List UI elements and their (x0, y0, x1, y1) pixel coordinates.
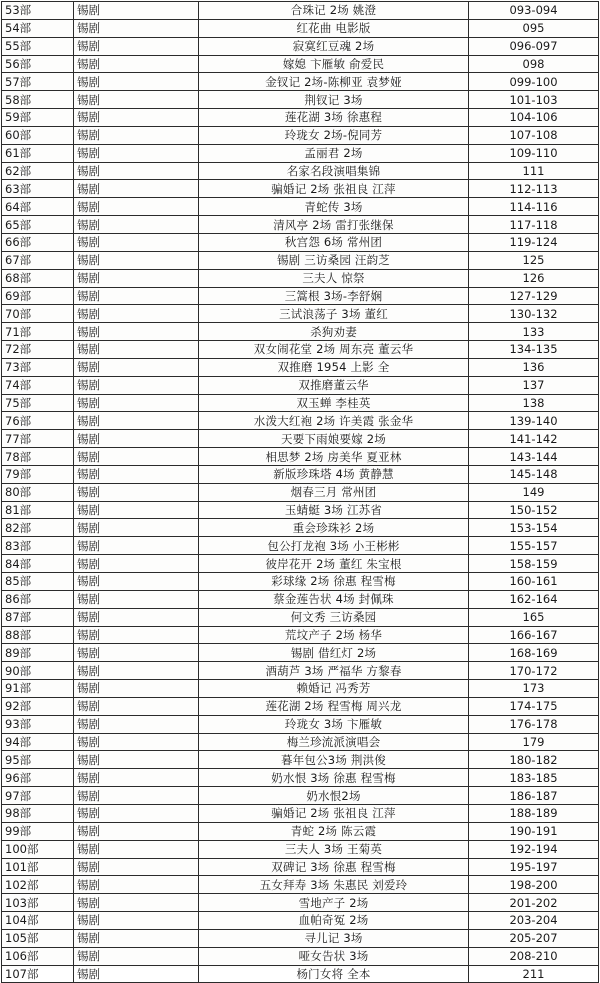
entry-number: 61部 (2, 144, 74, 162)
disc-number: 155-157 (469, 537, 599, 555)
catalog-rows (2, 2, 599, 983)
entry-number: 69部 (2, 287, 74, 305)
title-cell: 赖婚记 冯秀芳 (199, 680, 469, 698)
disc-number: 109-110 (469, 144, 599, 162)
entry-number: 106部 (2, 947, 74, 965)
table-row (2, 287, 599, 305)
title-cell: 玲珑女 2场-倪同芳 (199, 126, 469, 144)
table-row (2, 894, 599, 912)
table-row (2, 715, 599, 733)
genre-cell: 锡剧 (74, 662, 199, 680)
genre-cell: 锡剧 (74, 269, 199, 287)
table-row (2, 430, 599, 448)
disc-number: 125 (469, 251, 599, 269)
table-row (2, 751, 599, 769)
title-cell: 玉蜻蜓 3场 江苏省 (199, 501, 469, 519)
title-cell: 五女拜寿 3场 朱惠民 刘爱玲 (199, 876, 469, 894)
disc-number: 153-154 (469, 519, 599, 537)
table-row (2, 2, 599, 20)
disc-number: 198-200 (469, 876, 599, 894)
title-cell: 秋宫怨 6场 常州团 (199, 233, 469, 251)
table-row (2, 269, 599, 287)
genre-cell: 锡剧 (74, 590, 199, 608)
table-row (2, 822, 599, 840)
disc-number: 101-103 (469, 91, 599, 109)
disc-number: 111 (469, 162, 599, 180)
table-row (2, 555, 599, 573)
entry-number: 107部 (2, 965, 74, 983)
entry-number: 59部 (2, 109, 74, 127)
disc-number: 201-202 (469, 894, 599, 912)
genre-cell: 锡剧 (74, 769, 199, 787)
genre-cell: 锡剧 (74, 305, 199, 323)
entry-number: 97部 (2, 787, 74, 805)
disc-number: 158-159 (469, 555, 599, 573)
table-row (2, 608, 599, 626)
genre-cell: 锡剧 (74, 412, 199, 430)
entry-number: 100部 (2, 840, 74, 858)
entry-number: 102部 (2, 876, 74, 894)
table-row (2, 305, 599, 323)
genre-cell: 锡剧 (74, 626, 199, 644)
entry-number: 88部 (2, 626, 74, 644)
entry-number: 81部 (2, 501, 74, 519)
title-cell: 荆钗记 3场 (199, 91, 469, 109)
entry-number: 92部 (2, 697, 74, 715)
genre-cell: 锡剧 (74, 376, 199, 394)
table-row (2, 55, 599, 73)
entry-number: 53部 (2, 2, 74, 20)
table-row (2, 929, 599, 947)
disc-number: 136 (469, 358, 599, 376)
title-cell: 杨门女将 全本 (199, 965, 469, 983)
disc-number: 166-167 (469, 626, 599, 644)
table-row (2, 662, 599, 680)
table-row (2, 376, 599, 394)
table-row (2, 840, 599, 858)
title-cell: 水泼大红袍 2场 许美霞 张金华 (199, 412, 469, 430)
entry-number: 95部 (2, 751, 74, 769)
entry-number: 85部 (2, 573, 74, 591)
genre-cell: 锡剧 (74, 840, 199, 858)
genre-cell: 锡剧 (74, 341, 199, 359)
disc-number: 165 (469, 608, 599, 626)
table-row (2, 804, 599, 822)
table-row (2, 323, 599, 341)
table-row (2, 680, 599, 698)
table-row (2, 787, 599, 805)
entry-number: 90部 (2, 662, 74, 680)
title-cell: 三夫人 3场 王菊英 (199, 840, 469, 858)
table-row (2, 91, 599, 109)
table-row (2, 769, 599, 787)
genre-cell: 锡剧 (74, 483, 199, 501)
genre-cell: 锡剧 (74, 37, 199, 55)
entry-number: 63部 (2, 180, 74, 198)
disc-number: 203-204 (469, 912, 599, 930)
title-cell: 新版珍珠塔 4场 黄静慧 (199, 465, 469, 483)
genre-cell: 锡剧 (74, 537, 199, 555)
title-cell: 重会珍珠衫 2场 (199, 519, 469, 537)
entry-number: 93部 (2, 715, 74, 733)
genre-cell: 锡剧 (74, 787, 199, 805)
genre-cell: 锡剧 (74, 965, 199, 983)
disc-number: 170-172 (469, 662, 599, 680)
entry-number: 76部 (2, 412, 74, 430)
genre-cell: 锡剧 (74, 644, 199, 662)
genre-cell: 锡剧 (74, 519, 199, 537)
entry-number: 86部 (2, 590, 74, 608)
disc-number: 195-197 (469, 858, 599, 876)
table-row (2, 912, 599, 930)
disc-number: 095 (469, 19, 599, 37)
title-cell: 寂寞红豆魂 2场 (199, 37, 469, 55)
genre-cell: 锡剧 (74, 448, 199, 466)
title-cell: 血帕奇冤 2场 (199, 912, 469, 930)
title-cell: 天要下雨娘要嫁 2场 (199, 430, 469, 448)
entry-number: 96部 (2, 769, 74, 787)
title-cell: 合珠记 2场 姚澄 (199, 2, 469, 20)
title-cell: 青蛇 2场 陈云霞 (199, 822, 469, 840)
disc-number: 096-097 (469, 37, 599, 55)
title-cell: 青蛇传 3场 (199, 198, 469, 216)
disc-number: 188-189 (469, 804, 599, 822)
disc-number: 143-144 (469, 448, 599, 466)
disc-number: 099-100 (469, 73, 599, 91)
genre-cell: 锡剧 (74, 608, 199, 626)
genre-cell: 锡剧 (74, 323, 199, 341)
genre-cell: 锡剧 (74, 929, 199, 947)
title-cell: 寻儿记 3场 (199, 929, 469, 947)
table-row (2, 37, 599, 55)
disc-number: 098 (469, 55, 599, 73)
genre-cell: 锡剧 (74, 394, 199, 412)
table-row (2, 876, 599, 894)
genre-cell: 锡剧 (74, 912, 199, 930)
entry-number: 105部 (2, 929, 74, 947)
disc-number: 183-185 (469, 769, 599, 787)
disc-number: 192-194 (469, 840, 599, 858)
title-cell: 莲花湖 2场 程雪梅 周兴龙 (199, 697, 469, 715)
disc-number: 104-106 (469, 109, 599, 127)
title-cell: 名家名段演唱集锦 (199, 162, 469, 180)
genre-cell: 锡剧 (74, 216, 199, 234)
genre-cell: 锡剧 (74, 751, 199, 769)
disc-number: 114-116 (469, 198, 599, 216)
disc-number: 117-118 (469, 216, 599, 234)
title-cell: 嫁媳 卞雁敏 俞爱民 (199, 55, 469, 73)
genre-cell: 锡剧 (74, 555, 199, 573)
title-cell: 玲珑女 3场 卞雁敏 (199, 715, 469, 733)
disc-number: 145-148 (469, 465, 599, 483)
table-row (2, 448, 599, 466)
genre-cell: 锡剧 (74, 19, 199, 37)
disc-number: 205-207 (469, 929, 599, 947)
title-cell: 骗婚记 2场 张祖良 江萍 (199, 804, 469, 822)
disc-number: 179 (469, 733, 599, 751)
table-row (2, 341, 599, 359)
genre-cell: 锡剧 (74, 680, 199, 698)
entry-number: 99部 (2, 822, 74, 840)
entry-number: 80部 (2, 483, 74, 501)
table-row (2, 465, 599, 483)
genre-cell: 锡剧 (74, 876, 199, 894)
entry-number: 58部 (2, 91, 74, 109)
disc-number: 127-129 (469, 287, 599, 305)
title-cell: 杀狗劝妻 (199, 323, 469, 341)
disc-number: 141-142 (469, 430, 599, 448)
table-row (2, 251, 599, 269)
title-cell: 梅兰珍流派演唱会 (199, 733, 469, 751)
table-row (2, 483, 599, 501)
entry-number: 89部 (2, 644, 74, 662)
table-row (2, 519, 599, 537)
table-row (2, 573, 599, 591)
table-row (2, 501, 599, 519)
title-cell: 清风亭 2场 雷打张继保 (199, 216, 469, 234)
entry-number: 66部 (2, 233, 74, 251)
title-cell: 相思梦 2场 房美华 夏亚林 (199, 448, 469, 466)
entry-number: 62部 (2, 162, 74, 180)
title-cell: 暮年包公3场 荆洪俊 (199, 751, 469, 769)
disc-number: 119-124 (469, 233, 599, 251)
genre-cell: 锡剧 (74, 180, 199, 198)
title-cell: 荒坟产子 2场 杨华 (199, 626, 469, 644)
entry-number: 57部 (2, 73, 74, 91)
entry-number: 98部 (2, 804, 74, 822)
genre-cell: 锡剧 (74, 162, 199, 180)
disc-number: 176-178 (469, 715, 599, 733)
disc-number: 173 (469, 680, 599, 698)
table-row (2, 626, 599, 644)
table-row (2, 358, 599, 376)
title-cell: 锡剧 三访桑园 汪韵芝 (199, 251, 469, 269)
genre-cell: 锡剧 (74, 233, 199, 251)
genre-cell: 锡剧 (74, 55, 199, 73)
table-row (2, 394, 599, 412)
title-cell: 双玉蝉 李桂英 (199, 394, 469, 412)
genre-cell: 锡剧 (74, 430, 199, 448)
entry-number: 83部 (2, 537, 74, 555)
disc-number: 134-135 (469, 341, 599, 359)
disc-number: 160-161 (469, 573, 599, 591)
genre-cell: 锡剧 (74, 697, 199, 715)
table-row (2, 733, 599, 751)
disc-number: 126 (469, 269, 599, 287)
table-row (2, 697, 599, 715)
genre-cell: 锡剧 (74, 91, 199, 109)
entry-number: 71部 (2, 323, 74, 341)
title-cell: 蔡金莲告状 4场 封佩珠 (199, 590, 469, 608)
entry-number: 78部 (2, 448, 74, 466)
title-cell: 包公打龙袍 3场 小王彬彬 (199, 537, 469, 555)
disc-number: 211 (469, 965, 599, 983)
disc-number: 150-152 (469, 501, 599, 519)
genre-cell: 锡剧 (74, 501, 199, 519)
title-cell: 莲花湖 3场 徐惠程 (199, 109, 469, 127)
disc-number: 180-182 (469, 751, 599, 769)
genre-cell: 锡剧 (74, 251, 199, 269)
disc-number: 139-140 (469, 412, 599, 430)
entry-number: 77部 (2, 430, 74, 448)
entry-number: 91部 (2, 680, 74, 698)
title-cell: 骗婚记 2场 张祖良 江萍 (199, 180, 469, 198)
opera-catalog-table (1, 1, 599, 983)
entry-number: 82部 (2, 519, 74, 537)
entry-number: 87部 (2, 608, 74, 626)
genre-cell: 锡剧 (74, 858, 199, 876)
table-row (2, 947, 599, 965)
table-row (2, 162, 599, 180)
title-cell: 三篙根 3场-李舒娴 (199, 287, 469, 305)
title-cell: 彩球缘 2场 徐惠 程雪梅 (199, 573, 469, 591)
genre-cell: 锡剧 (74, 144, 199, 162)
title-cell: 奶水恨 3场 徐惠 程雪梅 (199, 769, 469, 787)
entry-number: 60部 (2, 126, 74, 144)
title-cell: 红花曲 电影版 (199, 19, 469, 37)
table-row (2, 73, 599, 91)
title-cell: 双推磨 1954 上影 全 (199, 358, 469, 376)
table-row (2, 144, 599, 162)
title-cell: 哑女告状 3场 (199, 947, 469, 965)
genre-cell: 锡剧 (74, 573, 199, 591)
entry-number: 70部 (2, 305, 74, 323)
title-cell: 孟丽君 2场 (199, 144, 469, 162)
disc-number: 133 (469, 323, 599, 341)
title-cell: 酒葫芦 3场 严福华 方黎春 (199, 662, 469, 680)
genre-cell: 锡剧 (74, 73, 199, 91)
entry-number: 75部 (2, 394, 74, 412)
disc-number: 112-113 (469, 180, 599, 198)
genre-cell: 锡剧 (74, 126, 199, 144)
disc-number: 168-169 (469, 644, 599, 662)
genre-cell: 锡剧 (74, 733, 199, 751)
title-cell: 三试浪荡子 3场 董红 (199, 305, 469, 323)
table-row (2, 126, 599, 144)
entry-number: 94部 (2, 733, 74, 751)
disc-number: 208-210 (469, 947, 599, 965)
disc-number: 107-108 (469, 126, 599, 144)
title-cell: 三夫人 惊祭 (199, 269, 469, 287)
genre-cell: 锡剧 (74, 2, 199, 20)
genre-cell: 锡剧 (74, 715, 199, 733)
table-row (2, 198, 599, 216)
entry-number: 54部 (2, 19, 74, 37)
disc-number: 174-175 (469, 697, 599, 715)
table-row (2, 216, 599, 234)
disc-number: 137 (469, 376, 599, 394)
disc-number: 138 (469, 394, 599, 412)
entry-number: 84部 (2, 555, 74, 573)
table-row (2, 109, 599, 127)
entry-number: 64部 (2, 198, 74, 216)
genre-cell: 锡剧 (74, 894, 199, 912)
entry-number: 103部 (2, 894, 74, 912)
disc-number: 149 (469, 483, 599, 501)
title-cell: 双碑记 3场 徐惠 程雪梅 (199, 858, 469, 876)
title-cell: 金钗记 2场-陈柳亚 袁梦娅 (199, 73, 469, 91)
table-row (2, 412, 599, 430)
disc-number: 186-187 (469, 787, 599, 805)
title-cell: 奶水恨2场 (199, 787, 469, 805)
entry-number: 55部 (2, 37, 74, 55)
title-cell: 双推磨董云华 (199, 376, 469, 394)
entry-number: 72部 (2, 341, 74, 359)
title-cell: 烟春三月 常州团 (199, 483, 469, 501)
entry-number: 104部 (2, 912, 74, 930)
entry-number: 101部 (2, 858, 74, 876)
table-row (2, 537, 599, 555)
disc-number: 130-132 (469, 305, 599, 323)
entry-number: 74部 (2, 376, 74, 394)
table-row (2, 644, 599, 662)
genre-cell: 锡剧 (74, 947, 199, 965)
table-row (2, 233, 599, 251)
disc-number: 093-094 (469, 2, 599, 20)
genre-cell: 锡剧 (74, 465, 199, 483)
title-cell: 何文秀 三访桑园 (199, 608, 469, 626)
table-row (2, 19, 599, 37)
disc-number: 162-164 (469, 590, 599, 608)
entry-number: 56部 (2, 55, 74, 73)
genre-cell: 锡剧 (74, 358, 199, 376)
title-cell: 双女闹花堂 2场 周东亮 董云华 (199, 341, 469, 359)
genre-cell: 锡剧 (74, 198, 199, 216)
entry-number: 79部 (2, 465, 74, 483)
entry-number: 68部 (2, 269, 74, 287)
entry-number: 65部 (2, 216, 74, 234)
disc-number: 190-191 (469, 822, 599, 840)
title-cell: 彼岸花开 2场 董红 朱宝根 (199, 555, 469, 573)
entry-number: 67部 (2, 251, 74, 269)
title-cell: 锡剧 借红灯 2场 (199, 644, 469, 662)
table-row (2, 180, 599, 198)
genre-cell: 锡剧 (74, 804, 199, 822)
table-row (2, 590, 599, 608)
genre-cell: 锡剧 (74, 109, 199, 127)
genre-cell: 锡剧 (74, 287, 199, 305)
entry-number: 73部 (2, 358, 74, 376)
genre-cell: 锡剧 (74, 822, 199, 840)
title-cell: 雪地产子 2场 (199, 894, 469, 912)
table-row (2, 858, 599, 876)
